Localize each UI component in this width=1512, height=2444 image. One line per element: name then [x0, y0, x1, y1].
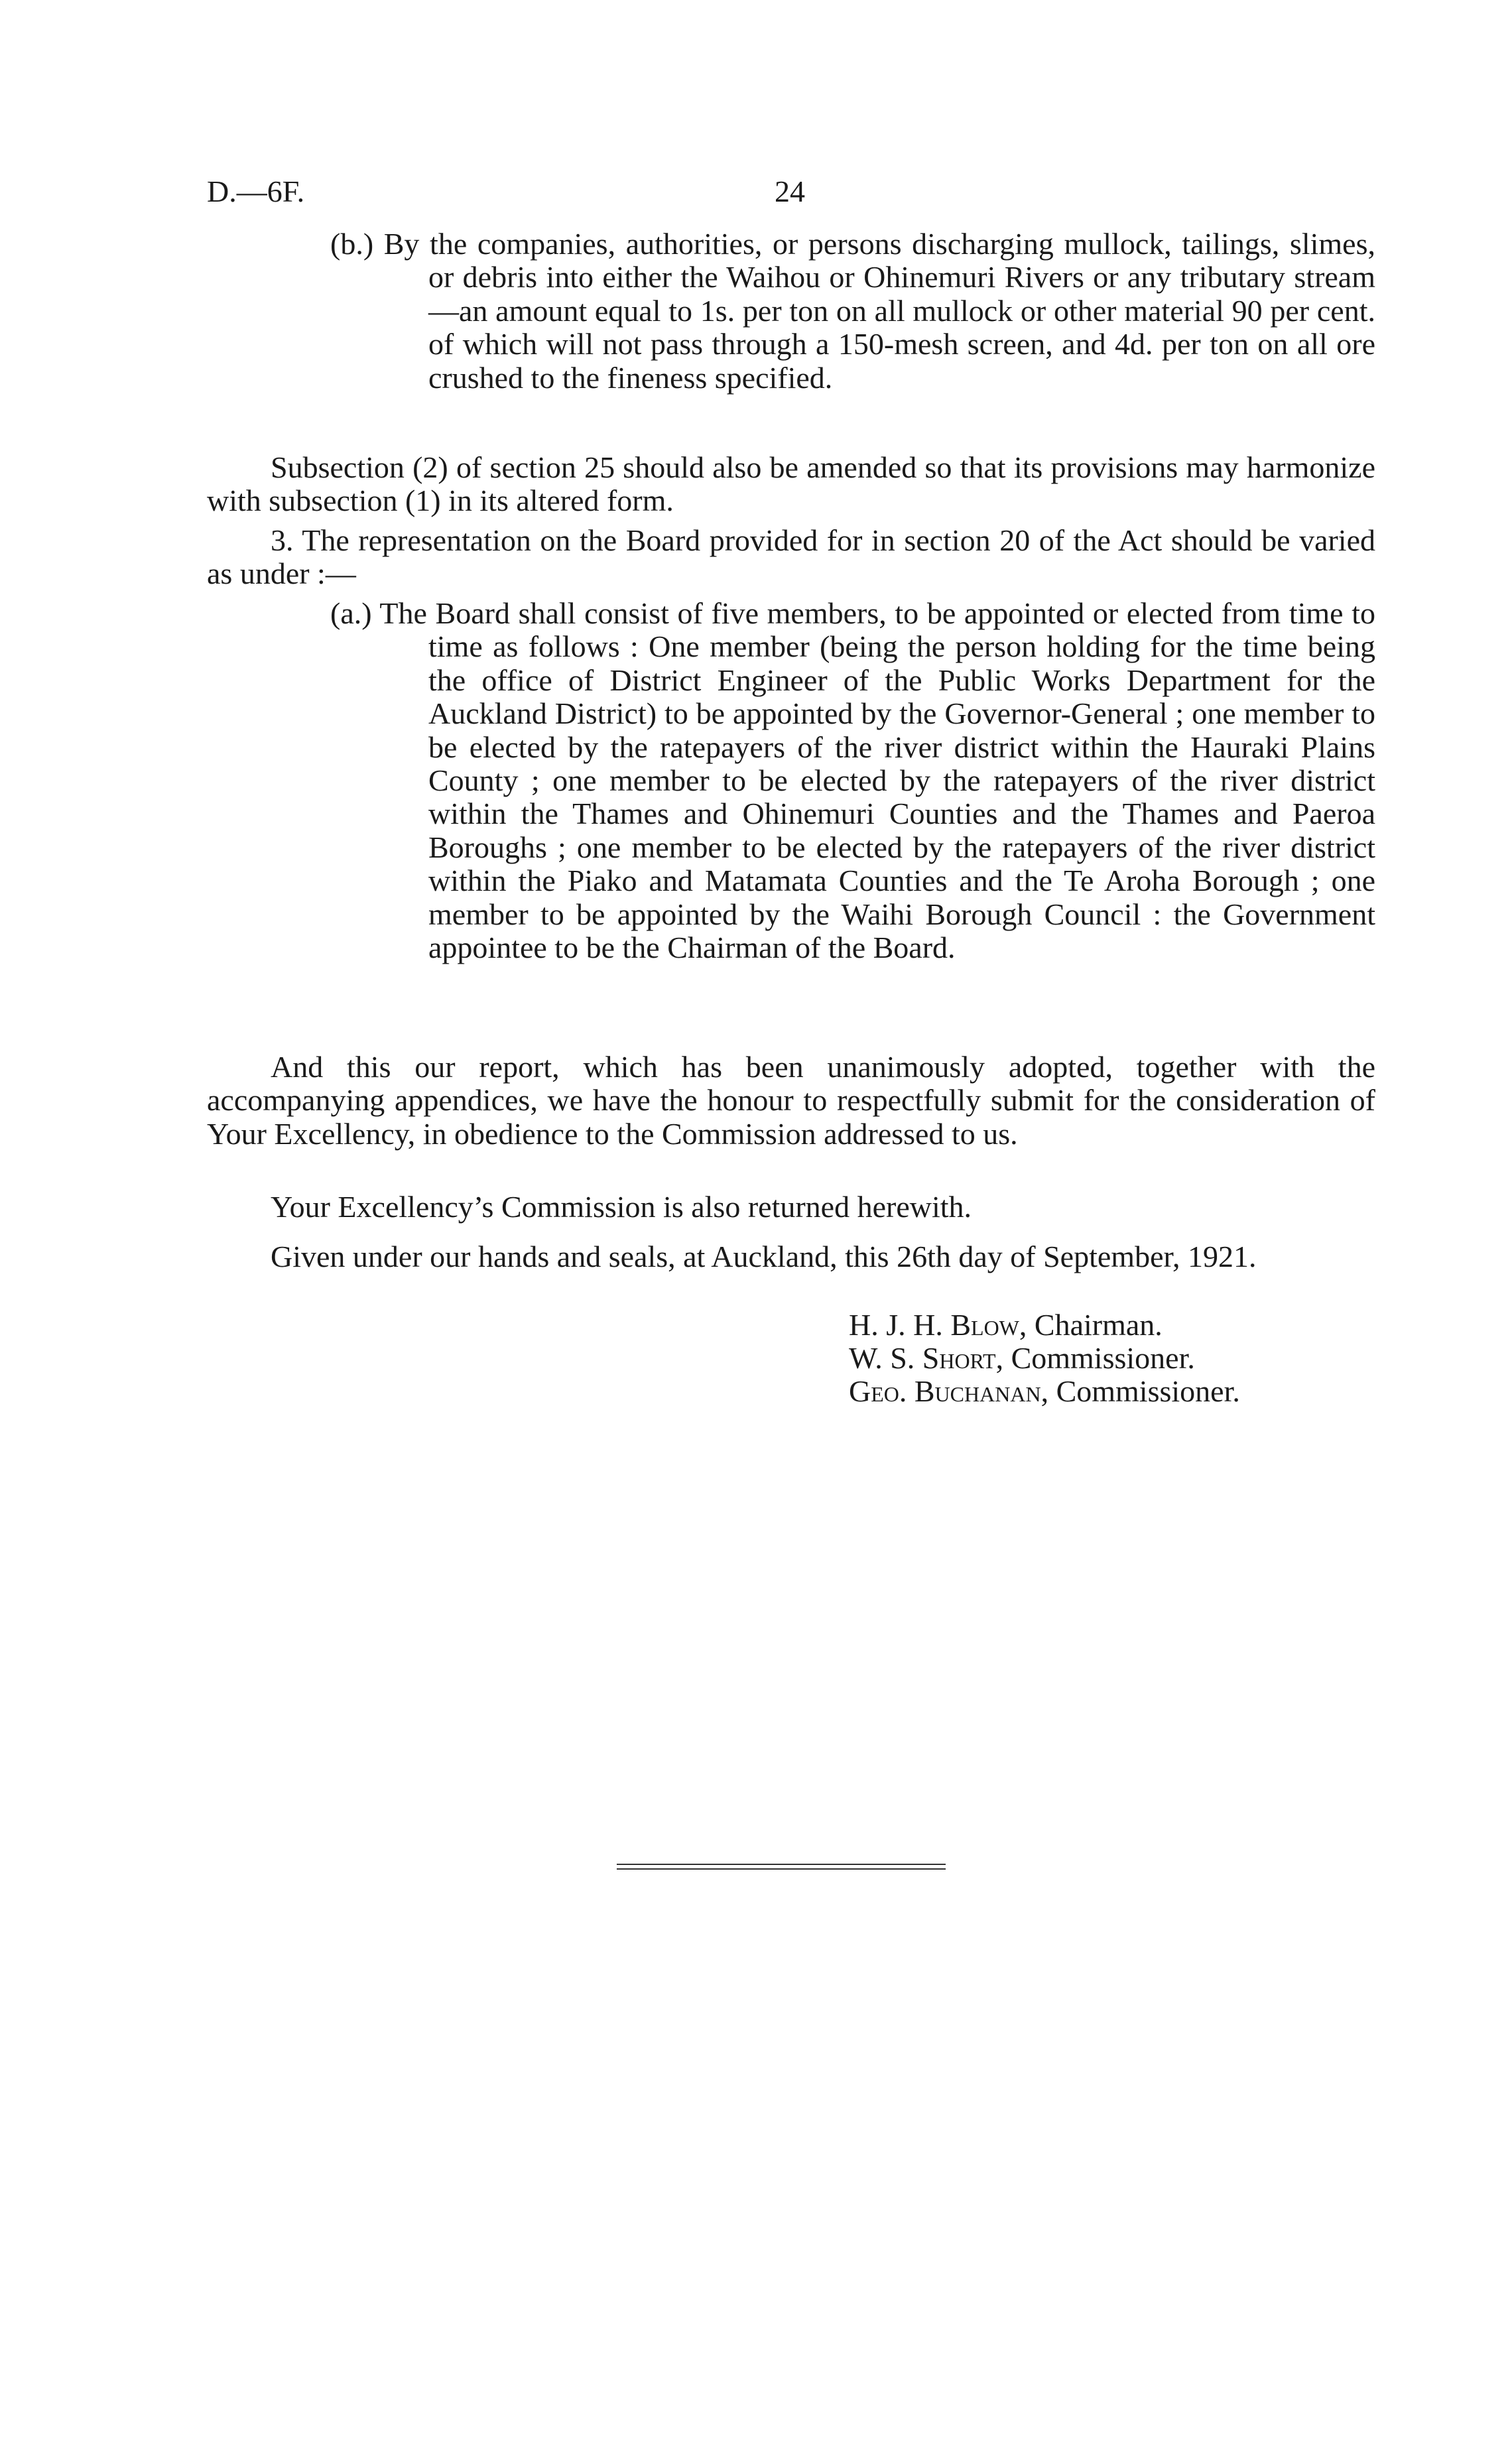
- signatory-1: [849, 1309, 1163, 1342]
- paragraph-report: And this our report, which has been unanimously adopted, together with the accompanying appendices, we have the honour to respectfully submit for the consideration of Your Excellency, in obedience to the Commission addressed to us.: [207, 1050, 1375, 1151]
- signatory-3: [849, 1375, 1240, 1408]
- signatory-role: , Commissioner.: [1040, 1374, 1240, 1408]
- page-number: 24: [775, 174, 805, 208]
- closing-rule-bottom: [617, 1868, 946, 1870]
- signatory-name: W. S. Short: [849, 1341, 996, 1375]
- signatory-name: H. J. H. Blow: [849, 1308, 1019, 1342]
- signatory-role: , Commissioner.: [995, 1341, 1195, 1375]
- clause-b: (b.) By the companies, authorities, or persons discharging mullock, tailings, slimes, or debris into either the Waihou or Ohinemuri Rivers or any tributary stream—an amount equal to 1s. per ton on all mullock or other material 90 per cent. of which will not pass through a 150-mesh screen, and 4d. per ton on all ore crushed to the fineness specified.: [330, 227, 1375, 395]
- clause-a: (a.) The Board shall consist of five members, to be appointed or elected from time to time as follows : One member (being the person holding for the time being the office of District Engineer of the Public Works Department for the Auckland District) to be appointed by the Governor-General ; one member to be elected by the ratepayers of the river district within the Hauraki Plains County ; one member to be elected by the ratepayers of the river district within the Thames and Ohinemuri Counties and the Thames and Paeroa Boroughs ; one member to be elected by the ratepayers of the river district within the Piako and Matamata Counties and the Te Aroha Borough ; one member to be appointed by the Waihi Borough Council : the Government appointee to be the Chairman of the Board.: [330, 596, 1375, 965]
- signatory-2: [849, 1342, 1195, 1375]
- closing-rule-top: [617, 1864, 946, 1865]
- paragraph-given: Given under our hands and seals, at Auckland, this 26th day of September, 1921.: [271, 1240, 1257, 1273]
- paragraph-commission-returned: Your Excellency’s Commission is also returned herewith.: [271, 1190, 972, 1224]
- signatory-name: Geo. Buchanan: [849, 1374, 1041, 1408]
- paragraph-subsection: Subsection (2) of section 25 should also be amended so that its provisions may harmonize with subsection (1) in its altered form.: [207, 450, 1375, 518]
- document-reference: D.—6F.: [207, 174, 305, 208]
- paragraph-3: 3. The representation on the Board provided for in section 20 of the Act should be varied as under :—: [207, 523, 1375, 591]
- signatory-role: , Chairman.: [1019, 1308, 1163, 1342]
